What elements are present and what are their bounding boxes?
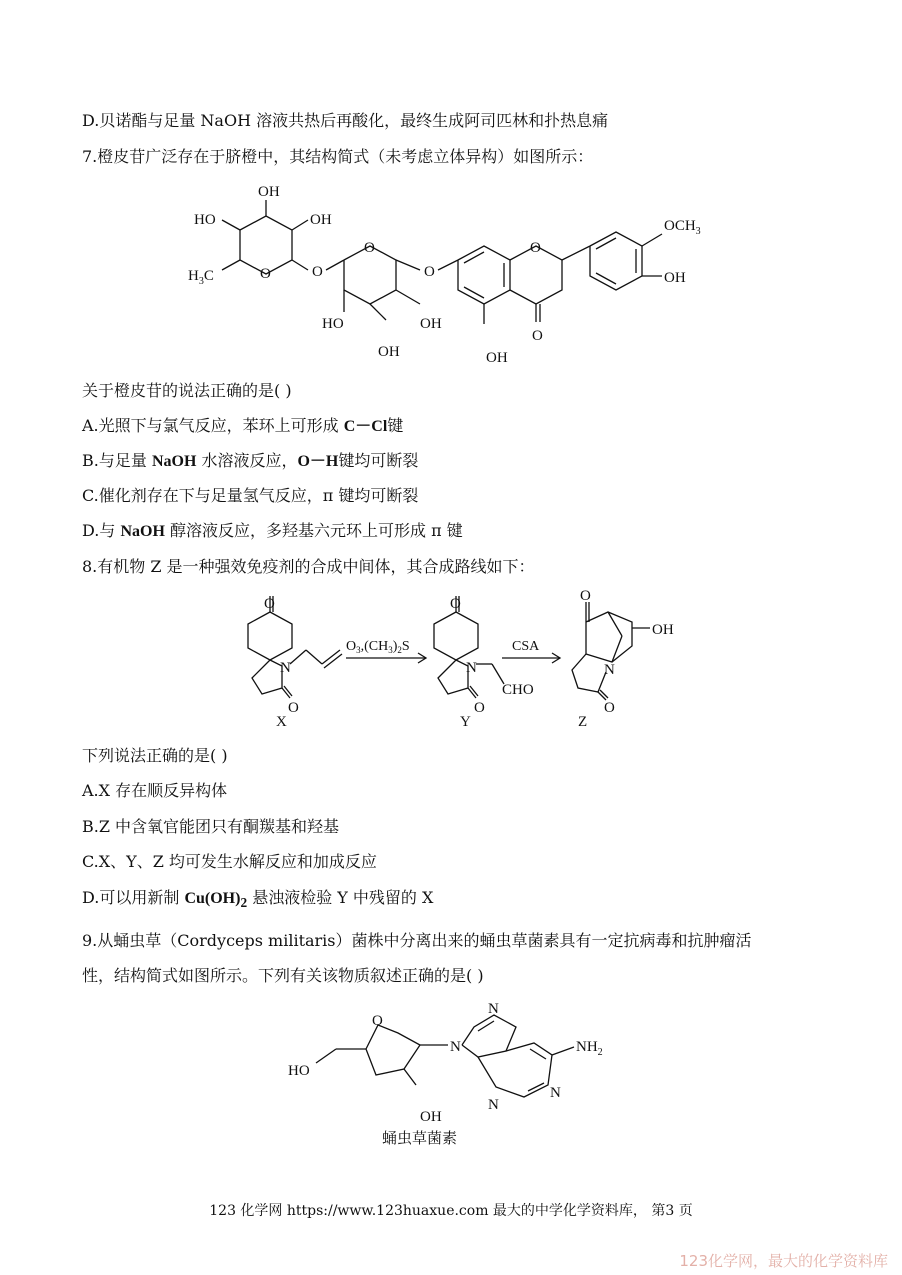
q9-stem-line1: 9.从蛹虫草（Cordyceps militaris）菌株中分离出来的蛹虫草菌素具有一定抗病毒和抗肿瘤活 (82, 931, 752, 950)
q8-option-c: C.X、Y、Z 均可发生水解反应和加成反应 (82, 852, 377, 871)
ether-oxygen: O (424, 264, 435, 280)
lactam-oxygen: O (604, 700, 615, 716)
ho-label: HO (322, 316, 344, 332)
nitrogen-9: N (450, 1039, 461, 1055)
structure-caption: 蛹虫草菌素 (382, 1129, 458, 1147)
oh-label: OH (420, 1109, 442, 1125)
q8-option-b: B.Z 中含氧官能团只有酮羰基和羟基 (82, 817, 340, 836)
nh2-label: $NH_2$ (576, 1039, 603, 1058)
ketone-oxygen: O (450, 596, 461, 612)
q8-stem: 8.有机物 Z 是一种强效免疫剂的合成中间体，其合成路线如下： (82, 557, 535, 576)
ring-oxygen: O (530, 240, 541, 256)
q8-option-a: A.X 存在顺反异构体 (82, 781, 228, 800)
ring-oxygen: O (260, 266, 271, 282)
q8-question: 下列说法正确的是( ) (82, 746, 228, 765)
compound-x-label: X (276, 714, 287, 730)
q9-stem-line2: 性，结构简式如图所示。下列有关该物质叙述正确的是( ) (82, 966, 484, 985)
oh-label: OH (310, 212, 332, 228)
ether-oxygen: O (312, 264, 323, 280)
h3c-label: $H_3C$ (188, 268, 214, 287)
ho-label: HO (288, 1063, 310, 1079)
oh-label: OH (378, 344, 400, 360)
ketone-oxygen: O (264, 596, 275, 612)
q7-question: 关于橙皮苷的说法正确的是( ) (82, 381, 292, 400)
synthesis-scheme (0, 588, 902, 738)
q8-option-d: D.可以用新制 $Cu(OH)_2$ 悬浊液检验 Y 中残留的 X (82, 888, 434, 911)
ho-label: HO (194, 212, 216, 228)
ring-oxygen: O (364, 240, 375, 256)
nitrogen: N (466, 660, 477, 676)
compound-z-label: Z (578, 714, 588, 730)
ketone-oxygen: O (532, 328, 543, 344)
cordycepin-structure (0, 995, 902, 1175)
lactam-oxygen: O (474, 700, 485, 716)
q7-stem: 7.橙皮苷广泛存在于脐橙中，其结构简式（未考虑立体异构）如图所示： (82, 147, 594, 166)
watermark: 123化学网，最大的化学资料库 (679, 1252, 888, 1270)
oh-label: OH (486, 350, 508, 366)
ring-oxygen: O (372, 1013, 383, 1029)
lactam-oxygen: O (288, 700, 299, 716)
nitrogen: N (604, 662, 615, 678)
oh-label: OH (664, 270, 686, 286)
hydroxyl-label: OH (652, 622, 674, 638)
nitrogen: N (280, 660, 291, 676)
ketone-oxygen: O (580, 588, 591, 604)
q6-option-d: D.贝诺酯与足量 NaOH 溶液共热后再酸化，最终生成阿司匹林和扑热息痛 (82, 111, 609, 130)
nitrogen-3: N (488, 1097, 499, 1113)
hesperidin-structure (0, 172, 902, 392)
q7-option-b: B.与足量 NaOH 水溶液反应，O－H键均可断裂 (82, 451, 419, 470)
och3-label: $OCH_3$ (664, 218, 701, 237)
nitrogen-7: N (488, 1001, 499, 1017)
nitrogen-1: N (550, 1085, 561, 1101)
q7-option-a: A.光照下与氯气反应，苯环上可形成 C－Cl键 (82, 416, 404, 435)
aldehyde-label: CHO (502, 682, 534, 698)
oh-label: OH (420, 316, 442, 332)
oh-label: OH (258, 184, 280, 200)
reagent-csa: CSA (512, 639, 540, 654)
compound-y-label: Y (460, 714, 471, 730)
page-footer: 123 化学网 https://www.123huaxue.com 最大的中学化学资料库， 第3 页 (209, 1203, 693, 1219)
q7-option-c: C.催化剂存在下与足量氢气反应，π 键均可断裂 (82, 486, 419, 505)
q7-option-d: D.与 NaOH 醇溶液反应，多羟基六元环上可形成 π 键 (82, 521, 463, 540)
reagent-ozonolysis: $O_3,(CH_3)_2S$ (346, 639, 410, 655)
